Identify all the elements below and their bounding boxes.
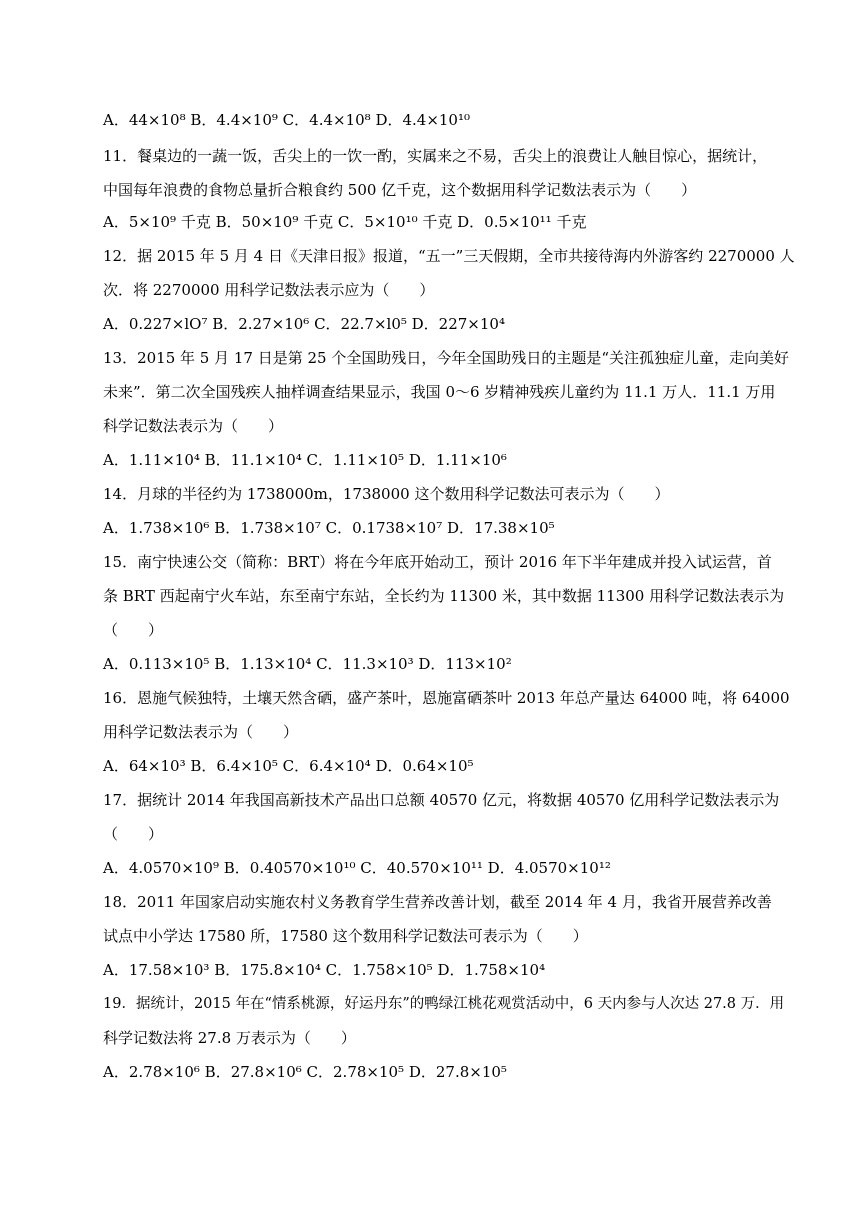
question-17-line-2: （ ） [103,825,164,843]
option-line-q14: A．1.738×10⁶ B．1.738×10⁷ C．0.1738×10⁷ D．17.38×10⁵ [103,519,555,537]
option-line-q13: A．1.11×10⁴ B．11.1×10⁴ C．1.11×10⁵ D．1.11×10⁶ [103,451,507,469]
question-16-line-2: 用科学记数法表示为（ ） [103,723,299,741]
question-11-line-2: 中国每年浪费的食物总量折合粮食约 500 亿千克，这个数据用科学记数法表示为（ ） [103,181,697,199]
option-line-q17: A．4.0570×10⁹ B．0.40570×10¹⁰ C．40.570×10¹¹ D．4.0570×10¹² [103,859,611,877]
question-16-line-1: 16．恩施气候独特，土壤天然含硒，盛产茶叶，恩施富硒茶叶 2013 年总产量达 64000 吨，将 64000 [103,689,790,707]
option-line-q15: A．0.113×10⁵ B．1.13×10⁴ C．11.3×10³ D．113×10² [103,655,512,673]
question-17-line-1: 17．据统计 2014 年我国高新技术产品出口总额 40570 亿元，将数据 40570 亿用科学记数法表示为 [103,791,780,809]
option-line-q16: A．64×10³ B．6.4×10⁵ C．6.4×10⁴ D．0.64×10⁵ [103,757,474,775]
question-18-line-2: 试点中小学达 17580 所，17580 这个数用科学记数法可表示为（ ） [103,927,588,945]
question-13-line-1: 13．2015 年 5 月 17 日是第 25 个全国助残日，今年全国助残日的主题是“关注孤独症儿童，走向美好 [103,349,790,367]
question-14-line-1: 14．月球的半径约为 1738000m，1738000 这个数用科学记数法可表示为（ ） [103,485,670,503]
question-12-line-2: 次．将 2270000 用科学记数法表示应为（ ） [103,281,435,299]
question-18-line-1: 18．2011 年国家启动实施农村义务教育学生营养改善计划，截至 2014 年 4 月，我省开展营养改善 [103,893,772,911]
option-line-q11: A．5×10⁹ 千克 B．50×10⁹ 千克 C．5×10¹⁰ 千克 D．0.5×10¹¹ 千克 [103,213,587,231]
question-15-line-2: 条 BRT 西起南宁火车站，东至南宁东站，全长约为 11300 米，其中数据 11300 用科学记数法表示为 [103,587,785,605]
question-15-line-3: （ ） [103,621,164,639]
question-15-line-1: 15．南宁快速公交（简称：BRT）将在今年底开始动工，预计 2016 年下半年建成并投入试运营，首 [103,553,772,571]
question-19-line-2: 科学记数法将 27.8 万表示为（ ） [103,1029,356,1047]
question-13-line-2: 未来”．第二次全国残疾人抽样调查结果显示，我国 0～6 岁精神残疾儿童约为 11.1 万人．11.1 万用 [103,383,776,401]
question-19-line-1: 19．据统计，2015 年在“情系桃源，好运丹东”的鸭绿江桃花观赏活动中，6 天内参与人次达 27.8 万．用 [103,996,785,1012]
question-12-line-1: 12．据 2015 年 5 月 4 日《天津日报》报道，“五一”三天假期，全市共接待海内外游客约 2270000 人 [103,247,795,265]
question-11-line-1: 11．餐桌边的一蔬一饭，舌尖上的一饮一酌，实属来之不易，舌尖上的浪费让人触目惊心，据统计， [103,147,768,165]
option-line-q19: A．2.78×10⁶ B．27.8×10⁶ C．2.78×10⁵ D．27.8×10⁵ [103,1063,507,1081]
question-13-line-3: 科学记数法表示为（ ） [103,417,284,435]
option-line-q10: A．44×10⁸ B．4.4×10⁹ C．4.4×10⁸ D．4.4×10¹⁰ [103,111,471,129]
option-line-q12: A．0.227×lO⁷ B．2.27×10⁶ C．22.7×l0⁵ D．227×10⁴ [103,315,505,333]
option-line-q18: A．17.58×10³ B．175.8×10⁴ C．1.758×10⁵ D．1.758×10⁴ [103,961,546,979]
